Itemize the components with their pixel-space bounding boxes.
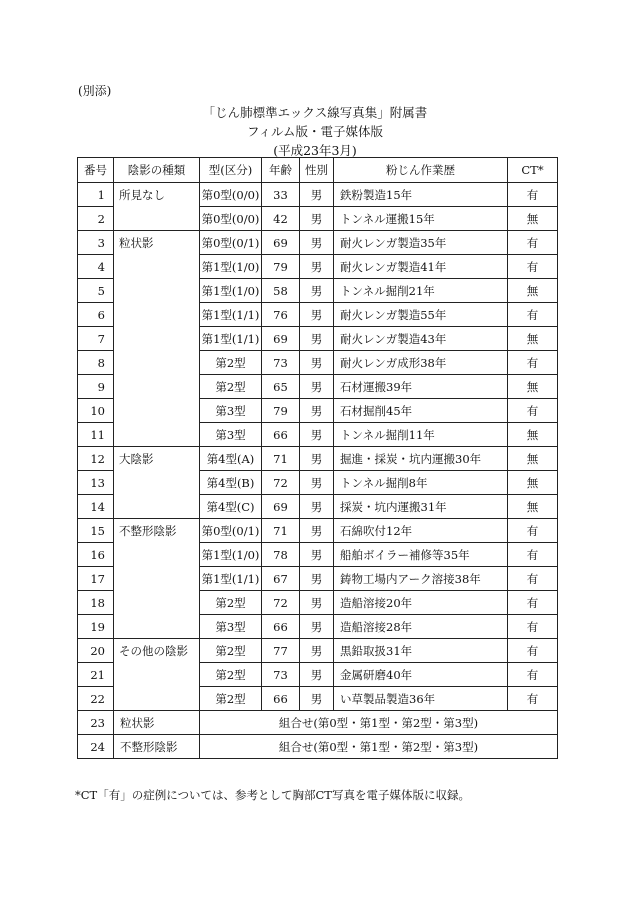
type-class: 第1型(1/1) [200,303,262,327]
case-number: 4 [78,255,114,279]
age: 72 [262,591,300,615]
table-body [78,183,558,759]
dust-history: 鉄粉製造15年 [334,183,508,207]
sex: 男 [300,495,334,519]
case-number: 7 [78,327,114,351]
dust-history: 黒鉛取扱31年 [334,639,508,663]
dust-history: 石材掘削45年 [334,399,508,423]
case-number: 11 [78,423,114,447]
type-class: 第2型 [200,687,262,711]
type-class: 第2型 [200,591,262,615]
sex: 男 [300,303,334,327]
sex: 男 [300,255,334,279]
dust-history: 金属研磨40年 [334,663,508,687]
ct-available: 有 [508,399,558,423]
document-subtitle: フィルム版・電子媒体版 [246,124,383,139]
case-number: 22 [78,687,114,711]
case-table [77,157,558,759]
shadow-type: 所見なし [114,183,200,231]
age: 72 [262,471,300,495]
dust-history: 石材運搬39年 [334,375,508,399]
sex: 男 [300,423,334,447]
dust-history: 採炭・坑内運搬31年 [334,495,508,519]
ct-available: 有 [508,183,558,207]
dust-history: 鋳物工場内アーク溶接38年 [334,567,508,591]
age: 69 [262,327,300,351]
ct-available: 無 [508,207,558,231]
sex: 男 [300,663,334,687]
ct-available: 無 [508,327,558,351]
sex: 男 [300,375,334,399]
sex: 男 [300,447,334,471]
appendix-label: (別添) [78,84,112,98]
ct-available: 有 [508,351,558,375]
dust-history: 耐火レンガ成形38年 [334,351,508,375]
ct-available: 無 [508,471,558,495]
case-number: 3 [78,231,114,255]
type-class: 第3型 [200,615,262,639]
type-class: 第3型 [200,423,262,447]
type-class: 第1型(1/0) [200,255,262,279]
type-class: 第2型 [200,639,262,663]
ct-available: 有 [508,615,558,639]
sex: 男 [300,567,334,591]
dust-history: 耐火レンガ製造41年 [334,255,508,279]
header-sex: 性別 [300,158,334,183]
type-class: 第1型(1/1) [200,567,262,591]
ct-available: 無 [508,447,558,471]
age: 77 [262,639,300,663]
shadow-type: 大陰影 [114,447,200,519]
dust-history: 造船溶接28年 [334,615,508,639]
age: 71 [262,519,300,543]
type-class: 第2型 [200,663,262,687]
age: 76 [262,303,300,327]
ct-available: 有 [508,303,558,327]
case-number: 20 [78,639,114,663]
sex: 男 [300,543,334,567]
case-number: 21 [78,663,114,687]
sex: 男 [300,183,334,207]
header-type-class: 型(区分) [200,158,262,183]
type-class: 第4型(B) [200,471,262,495]
shadow-type: 粒状影 [114,711,200,735]
case-number: 9 [78,375,114,399]
shadow-type: 不整形陰影 [114,735,200,759]
table-row [78,519,558,543]
case-number: 14 [78,495,114,519]
table-row [78,231,558,255]
dust-history: 耐火レンガ製造55年 [334,303,508,327]
ct-available: 有 [508,687,558,711]
document-date: (平成23年3月) [273,143,357,158]
sex: 男 [300,615,334,639]
dust-history: 船舶ボイラー補修等35年 [334,543,508,567]
document-title: 「じん肺標準エックス線写真集」附属書 [202,105,428,120]
age: 69 [262,231,300,255]
case-number: 5 [78,279,114,303]
sex: 男 [300,399,334,423]
ct-available: 有 [508,567,558,591]
type-class: 第4型(A) [200,447,262,471]
ct-available: 有 [508,519,558,543]
age: 33 [262,183,300,207]
case-number: 24 [78,735,114,759]
table-row [78,711,558,735]
sex: 男 [300,639,334,663]
age: 69 [262,495,300,519]
case-number: 13 [78,471,114,495]
age: 79 [262,255,300,279]
age: 67 [262,567,300,591]
dust-history: トンネル運搬15年 [334,207,508,231]
footnote: *CT「有」の症例については、参考として胸部CT写真を電子媒体版に収録。 [75,788,470,802]
dust-history: 石綿吹付12年 [334,519,508,543]
ct-available: 無 [508,495,558,519]
ct-available: 有 [508,543,558,567]
combined-description: 組合せ(第0型・第1型・第2型・第3型) [200,711,558,735]
header-number: 番号 [78,158,114,183]
sex: 男 [300,327,334,351]
ct-available: 有 [508,255,558,279]
ct-available: 有 [508,591,558,615]
age: 58 [262,279,300,303]
case-number: 1 [78,183,114,207]
age: 66 [262,687,300,711]
case-number: 2 [78,207,114,231]
type-class: 第0型(0/1) [200,231,262,255]
case-number: 8 [78,351,114,375]
header-ct: CT* [508,158,558,183]
header-shadow-type: 陰影の種類 [114,158,200,183]
age: 66 [262,615,300,639]
type-class: 第2型 [200,375,262,399]
header-dust-history: 粉じん作業歴 [334,158,508,183]
dust-history: トンネル掘削21年 [334,279,508,303]
type-class: 第0型(0/0) [200,207,262,231]
dust-history: い草製品製造36年 [334,687,508,711]
combined-description: 組合せ(第0型・第1型・第2型・第3型) [200,735,558,759]
ct-available: 有 [508,231,558,255]
table-row [78,639,558,663]
case-number: 12 [78,447,114,471]
age: 71 [262,447,300,471]
sex: 男 [300,471,334,495]
shadow-type: 不整形陰影 [114,519,200,639]
shadow-type: その他の陰影 [114,639,200,711]
age: 78 [262,543,300,567]
case-number: 10 [78,399,114,423]
age: 73 [262,351,300,375]
age: 79 [262,399,300,423]
case-number: 19 [78,615,114,639]
sex: 男 [300,351,334,375]
dust-history: 造船溶接20年 [334,591,508,615]
table-header-row [78,158,558,183]
sex: 男 [300,687,334,711]
case-number: 6 [78,303,114,327]
ct-available: 有 [508,639,558,663]
type-class: 第2型 [200,351,262,375]
age: 65 [262,375,300,399]
dust-history: トンネル掘削8年 [334,471,508,495]
table-row [78,447,558,471]
case-number: 17 [78,567,114,591]
header-age: 年齢 [262,158,300,183]
ct-available: 有 [508,663,558,687]
dust-history: トンネル掘削11年 [334,423,508,447]
dust-history: 耐火レンガ製造35年 [334,231,508,255]
type-class: 第3型 [200,399,262,423]
type-class: 第1型(1/0) [200,279,262,303]
age: 73 [262,663,300,687]
sex: 男 [300,279,334,303]
dust-history: 掘進・採炭・坑内運搬30年 [334,447,508,471]
type-class: 第0型(0/0) [200,183,262,207]
table-row [78,183,558,207]
age: 66 [262,423,300,447]
sex: 男 [300,207,334,231]
type-class: 第1型(1/1) [200,327,262,351]
sex: 男 [300,591,334,615]
case-number: 23 [78,711,114,735]
sex: 男 [300,231,334,255]
case-number: 15 [78,519,114,543]
ct-available: 無 [508,423,558,447]
case-number: 18 [78,591,114,615]
table-row [78,735,558,759]
type-class: 第0型(0/1) [200,519,262,543]
age: 42 [262,207,300,231]
type-class: 第4型(C) [200,495,262,519]
shadow-type: 粒状影 [114,231,200,447]
type-class: 第1型(1/0) [200,543,262,567]
ct-available: 無 [508,375,558,399]
dust-history: 耐火レンガ製造43年 [334,327,508,351]
case-number: 16 [78,543,114,567]
sex: 男 [300,519,334,543]
ct-available: 無 [508,279,558,303]
